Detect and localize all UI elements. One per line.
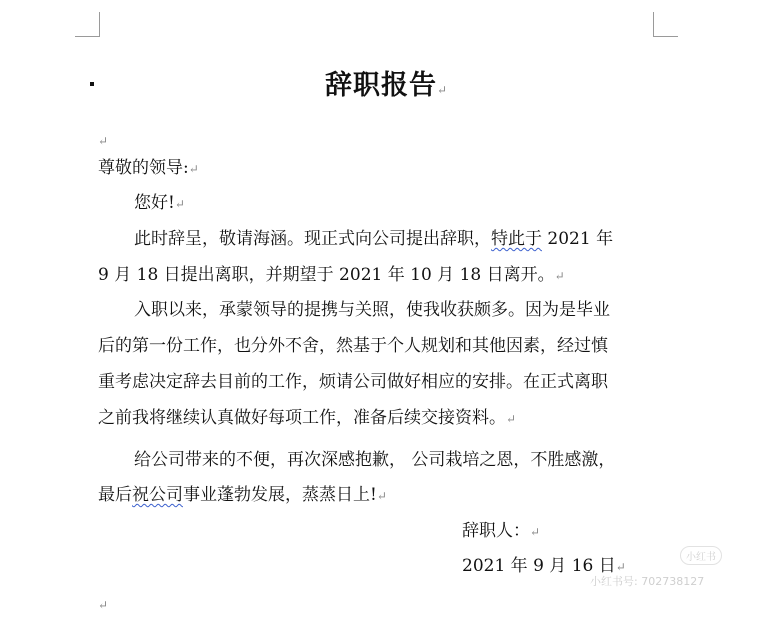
paragraph-1-text-2: 9 月 18 日提出离职，并期望于 2021 年 10 月 18 日离开。 [98,265,555,285]
paragraph-mark: ↵ [436,83,449,97]
paragraph-3-text-a: 最后 [98,485,132,505]
paragraph-3-text-1: 给公司带来的不便，再次深感抱歉， 公司栽培之恩，不胜感激， [134,450,616,470]
paragraph-mark: ↵ [188,162,199,176]
title-text: 辞职报告 [324,70,437,101]
empty-paragraph-mark: ↵ [98,134,109,148]
document-title[interactable] [0,66,773,110]
paragraph-3-text-c: 事业蓬勃发展，蒸蒸日上! [183,485,377,505]
salutation-line[interactable] [98,155,199,182]
paragraph-2-line-4[interactable] [98,405,516,432]
paragraph-2-line-3[interactable] [98,369,608,395]
signature-label-line[interactable] [462,518,540,545]
paragraph-1-line-2[interactable] [98,262,565,289]
greeting-line[interactable] [134,190,185,217]
salutation-text: 尊敬的领导: [98,158,189,178]
empty-paragraph-mark: ↵ [98,598,109,612]
signature-date: 2021 年 9 月 16 日 [462,556,616,576]
signature-label: 辞职人： [462,521,530,541]
watermark-id: 小红书号: 702738127 [590,575,705,588]
spell-check-flag[interactable]: 祝公司 [132,485,183,505]
paragraph-2-text-4: 之前我将继续认真做好每项工作，准备后续交接资料。 [98,408,506,428]
paragraph-3-line-1[interactable] [134,447,615,473]
paragraph-2-text-3: 重考虑决定辞去目前的工作，烦请公司做好相应的安排。在正式离职 [98,372,608,392]
paragraph-mark: ↵ [554,269,565,283]
paragraph-2-text-2: 后的第一份工作，也分外不舍，然基于个人规划和其他因素，经过慎 [98,336,608,356]
paragraph-2-text-1: 入职以来，承蒙领导的提携与关照，使我收获颇多。因为是毕业 [134,300,610,320]
paragraph-2-line-2[interactable] [98,333,608,359]
page-corner-mark-top-right [653,12,678,37]
paragraph-1-text-a: 此时辞呈，敬请海涵。现正式向公司提出辞职， [134,229,491,249]
page-corner-mark-top-left [75,12,100,37]
paragraph-mark: ↵ [174,197,185,211]
paragraph-3-line-2[interactable] [98,482,387,509]
paragraph-2-line-1[interactable] [134,297,610,323]
paragraph-1-text-c: 2021 年 [542,229,614,249]
paragraph-1-line-1[interactable] [134,226,613,252]
paragraph-mark: ↵ [530,525,541,539]
watermark-badge: 小红书 [680,546,722,565]
spell-check-flag[interactable]: 特此于 [491,229,542,249]
paragraph-mark: ↵ [506,412,517,426]
paragraph-mark: ↵ [615,560,626,574]
paragraph-mark: ↵ [376,489,387,503]
greeting-text: 您好! [134,193,175,213]
